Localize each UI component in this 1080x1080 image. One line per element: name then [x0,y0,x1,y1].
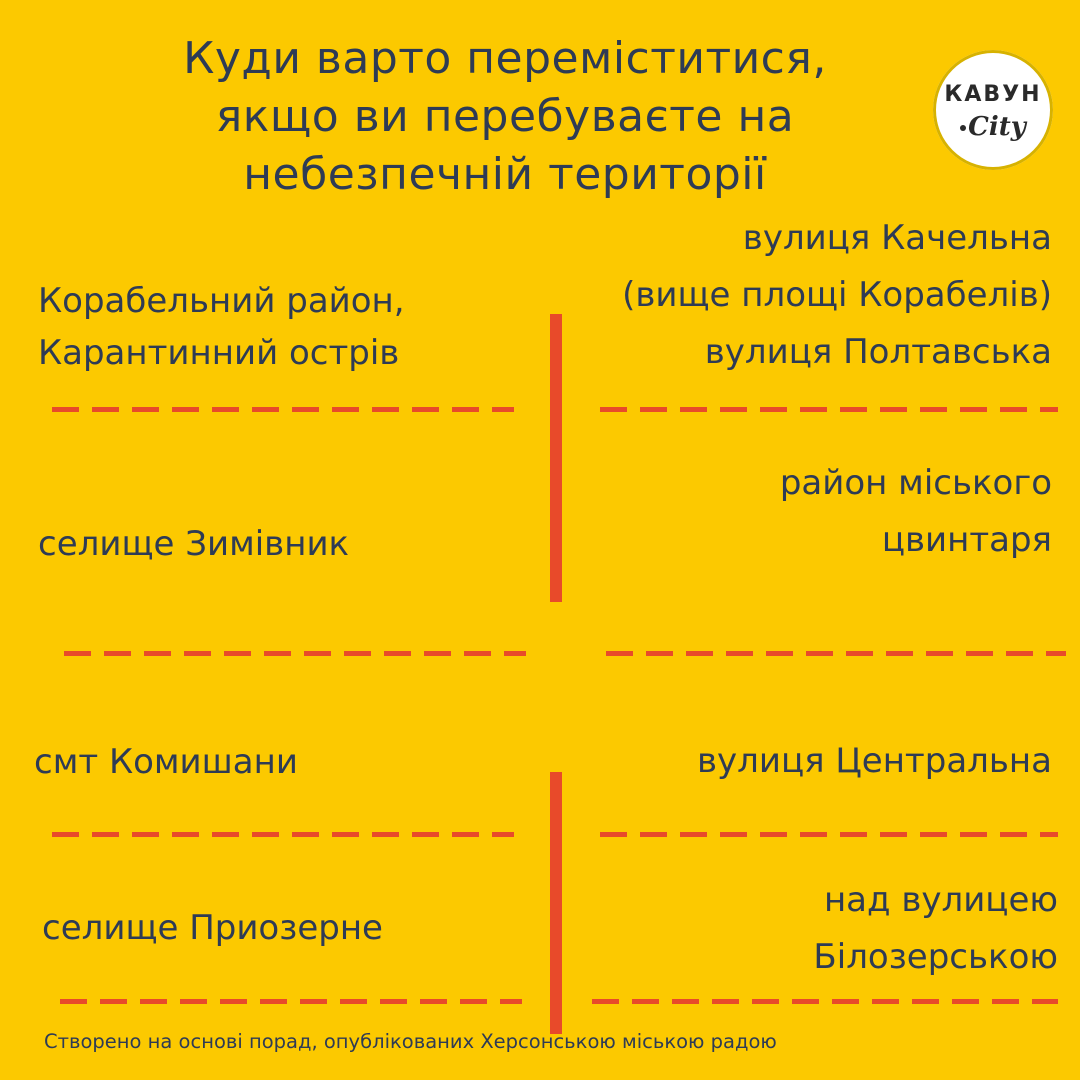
page-title [120,30,890,204]
logo-city-label: City [968,112,1026,142]
district-pryozerne [42,902,383,954]
destination-korabelnyi [622,210,1052,381]
destination-line: цвинтаря [881,520,1052,560]
district-zymivnyk [38,518,349,570]
destination-line: над вулицею [823,880,1058,920]
district-line: Корабельний район, [38,281,405,321]
district-line: Карантинний острів [38,333,400,373]
dashed-divider [60,999,522,1004]
destination-line: вулиця Полтавська [704,332,1052,372]
destination-zymivnyk [780,455,1052,569]
title-line-3: небезпечній території [243,149,767,200]
dashed-divider [52,832,514,837]
destination-line: Білозерською [813,937,1058,977]
kavun-city-logo [933,50,1053,170]
district-line: селище Приозерне [42,908,383,948]
district-korabelnyi [38,275,405,379]
destination-line: вулиця Качельна [742,218,1052,258]
dashed-divider [592,999,1058,1004]
destination-komyshany [697,733,1052,790]
destination-line: (вище площі Корабелів) [622,275,1052,315]
district-komyshany [34,736,298,788]
vertical-divider [550,314,562,602]
destination-pryozerne [813,872,1058,986]
dashed-divider [606,651,1066,656]
dashed-divider [600,832,1058,837]
vertical-divider [550,772,562,1034]
logo-dot-icon [960,125,966,131]
logo-brand-text: КАВУН [944,82,1042,107]
district-line: смт Комишани [34,742,298,782]
destination-line: район міського [779,463,1052,503]
dashed-divider [64,651,526,656]
footer-source-note: Створено на основі порад, опублікованих Херсонською міською радою [44,1030,777,1053]
destination-line: вулиця Центральна [697,741,1052,781]
dashed-divider [600,407,1058,412]
district-line: селище Зимівник [38,524,350,564]
title-line-1: Куди варто переміститися, [183,33,827,84]
logo-city-text [933,112,1053,142]
dashed-divider [52,407,514,412]
title-line-2: якщо ви перебуваєте на [215,91,795,142]
